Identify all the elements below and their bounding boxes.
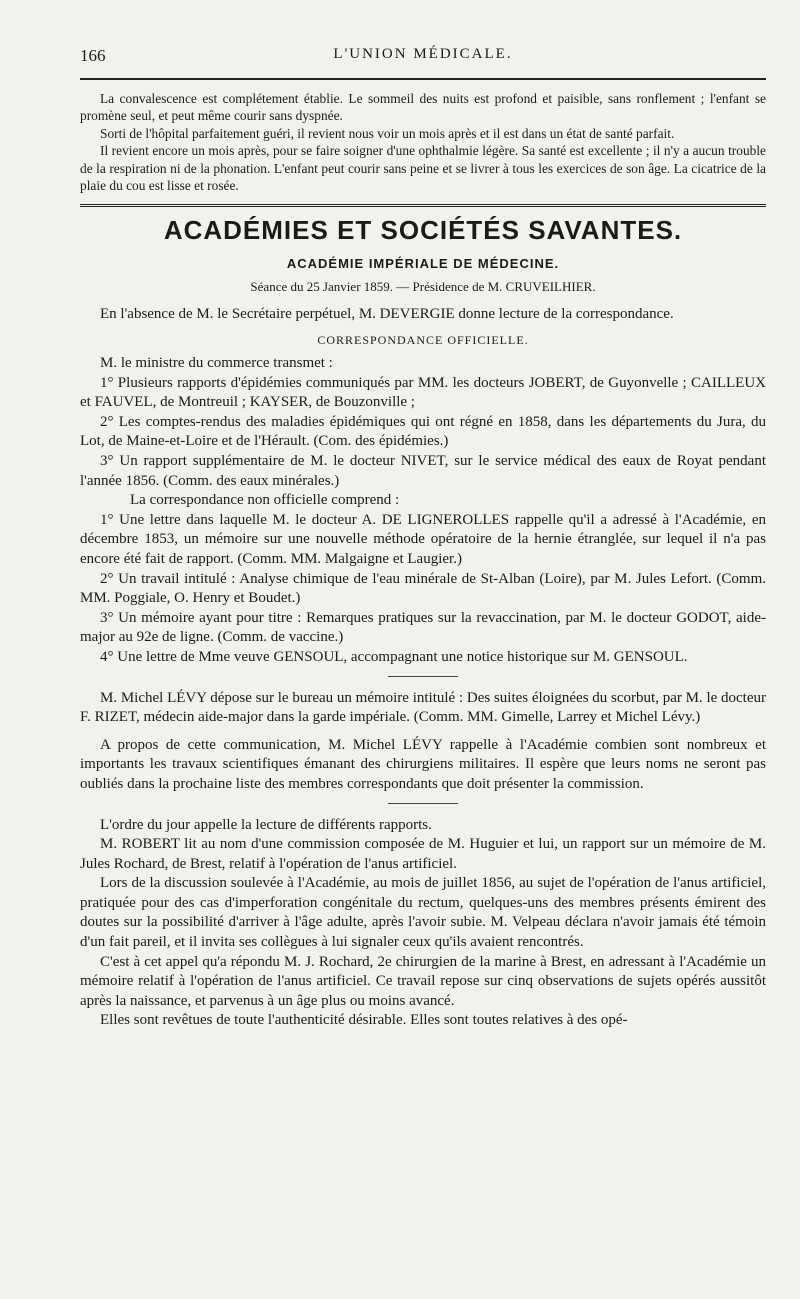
report-paragraph: Elles sont revêtues de toute l'authenticité désirable. Elles sont toutes relatives à des opé- bbox=[100, 1012, 628, 1029]
official-item: 3° Un rapport supplémentaire de M. le docteur NIVET, sur le service médical des eaux de Royat pendant l'année 1856. (Comm. des eaux minérales.) bbox=[80, 453, 766, 489]
unofficial-item: 2° Un travail intitulé : Analyse chimique de l'eau minérale de St-Alban (Loire), par M. Jules Lefort. (Comm. MM. Poggiale, O. Henry et Boudet.) bbox=[80, 570, 766, 607]
intro-paragraph: La convalescence est complétement établie. Le sommeil des nuits est profond et paisible, sans ronflement ; l'enfant se promène seul, et peut même courir sans dyspnée. bbox=[80, 91, 766, 124]
unofficial-item: 4° Une lettre de Mme veuve GENSOUL, accompagnant une notice historique sur M. GENSOUL. bbox=[100, 648, 688, 665]
report-paragraph: Lors de la discussion soulevée à l'Académie, au mois de juillet 1856, au sujet de l'opération de l'anus artificiel, pratiquée pour des cas d'imperforation congénitale du rectum, quelques-uns des membres présents émirent des doutes sur la possibilité d'arriver à l'âge adulte, après l'avoir subie. M. Velpeau déclara n'avoir jamais été témoin d'un fait pareil, et il invita ses collègues à lui signaler ceux qu'ils avaient rencontrés. bbox=[80, 875, 766, 951]
unofficial-intro: La correspondance non officielle comprend : bbox=[130, 492, 400, 509]
levy-paragraph: A propos de cette communication, M. Michel LÉVY rappelle à l'Académie combien sont nombreux et importants les travaux scientifiques émanant des chirurgiens militaires. Il espère que leurs noms ne seront pas oubliés dans la prochaine liste des membres correspondants que doit présenter la commission. bbox=[80, 736, 766, 792]
official-item: M. le ministre du commerce transmet : bbox=[100, 355, 333, 372]
official-item: 2° Les comptes-rendus des maladies épidémiques qui ont régné en 1858, dans les départements du Jura, du Lot, de Maine-et-Loire et de l'Hérault. (Com. des épidémies.) bbox=[80, 413, 766, 450]
page-header bbox=[80, 44, 766, 74]
session-line: Séance du 25 Janvier 1859. — Présidence de M. CRUVEILHIER. bbox=[250, 279, 596, 295]
header-rule bbox=[80, 78, 766, 80]
short-divider bbox=[388, 803, 458, 804]
levy-paragraph: M. Michel LÉVY dépose sur le bureau un mémoire intitulé : Des suites éloignées du scorbut, par M. le docteur F. RIZET, médecin aide-major dans la garde impériale. (Comm. MM. Gimelle, Larrey et Michel Lévy.) bbox=[80, 689, 766, 726]
section-title: ACADÉMIES ET SOCIÉTÉS SAVANTES. bbox=[163, 215, 683, 246]
report-paragraph: C'est à cet appel qu'a répondu M. J. Rochard, 2e chirurgien de la marine à Brest, en adressant à l'Académie un mémoire relatif à l'opération de l'anus artificiel. Ce travail repose sur cinq observations de sujets opérés aussitôt après la naissance, et parvenus à un âge plus ou moins avancé. bbox=[80, 953, 766, 1009]
agenda-paragraph: L'ordre du jour appelle la lecture de différents rapports. bbox=[100, 816, 432, 833]
running-title: L'UNION MÉDICALE. bbox=[333, 46, 513, 62]
academy-title: ACADÉMIE IMPÉRIALE DE MÉDECINE. bbox=[286, 256, 560, 272]
unofficial-item: 3° Un mémoire ayant pour titre : Remarques pratiques sur la revaccination, par M. le docteur GODOT, aide-major au 92e de ligne. (Comm. de vaccine.) bbox=[80, 609, 766, 646]
absence-paragraph: En l'absence de M. le Secrétaire perpétuel, M. DEVERGIE donne lecture de la correspondance. bbox=[100, 306, 674, 323]
section-separator bbox=[80, 204, 766, 207]
intro-block bbox=[80, 90, 766, 194]
page bbox=[80, 44, 766, 1031]
intro-paragraph: Il revient encore un mois après, pour se faire soigner d'une ophthalmie légère. Sa santé est excellente ; il n'y a aucun trouble de la respiration ni de la phonation. L'enfant peut courir sans peine et se livrer à tous les exercices de son âge. La cicatrice de la plaie du cou est lisse et rosée. bbox=[80, 143, 766, 194]
short-divider bbox=[388, 676, 458, 677]
page-number: 166 bbox=[80, 46, 106, 65]
intro-paragraph: Sorti de l'hôpital parfaitement guéri, il revient nous voir un mois après et il est dans un état de santé parfait. bbox=[100, 125, 675, 141]
correspondance-heading: CORRESPONDANCE OFFICIELLE. bbox=[317, 333, 529, 348]
report-paragraph: M. ROBERT lit au nom d'une commission composée de M. Huguier et lui, un rapport sur un mémoire de M. Jules Rochard, de Brest, relatif à l'opération de l'anus artificiel. bbox=[80, 836, 766, 872]
official-item: 1° Plusieurs rapports d'épidémies communiqués par MM. les docteurs JOBERT, de Guyonvelle ; CAILLEUX et FAUVEL, de Montreuil ; KAYSER, de Bouzonville ; bbox=[80, 374, 766, 411]
unofficial-item: 1° Une lettre dans laquelle M. le docteur A. DE LIGNEROLLES rappelle qu'il a adressé à l'Académie, en décembre 1853, un mémoire sur une nouvelle méthode opératoire de la hernie étranglée, sur lequel il n'a pas encore été fait de rapport. (Comm. MM. Malgaigne et Laugier.) bbox=[80, 511, 766, 567]
